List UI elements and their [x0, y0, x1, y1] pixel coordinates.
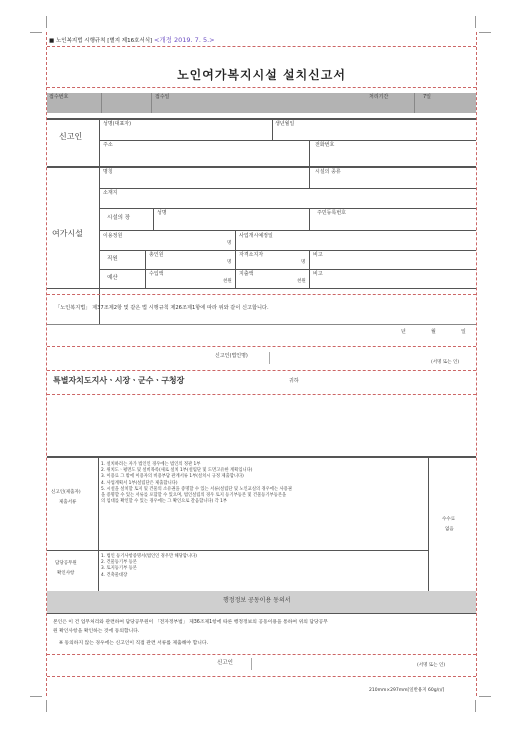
applicant-section-label: 신고인 — [59, 132, 83, 141]
list-item: 2. 건물등기부 등본 — [101, 560, 137, 566]
staff-count-label: 총인원 — [149, 252, 164, 258]
list-item: 2. 위치도ㆍ평면도 및 설비목록(새로 설치 1부(설립단 및 도면고유한 계획입니다) — [101, 468, 253, 474]
signer-sign-note: (서명 또는 인) — [431, 360, 460, 365]
submit-docs-list — [101, 462, 292, 505]
staff-count-unit: 명 — [227, 260, 232, 265]
qualified-staff-unit: 명 — [301, 260, 306, 265]
fee-label-1: 수수료 — [442, 517, 456, 522]
facility-section-label: 여가시설 — [52, 229, 83, 238]
verify-label-1: 담당공무원 — [55, 561, 77, 566]
date-month: 월 — [431, 329, 436, 335]
facility-head-label: 시설의 장 — [107, 215, 131, 221]
paper-size-note: 210mm×297mm[일반용지 60g/㎡] — [369, 688, 445, 693]
expense-label: 지출액 — [239, 271, 254, 277]
facility-location-label: 소재지 — [103, 190, 118, 196]
consent-text-2: 원 확인사항을 확인하는 것에 동의합니다. — [53, 629, 140, 634]
list-item: 4. 건축물대장 — [101, 572, 128, 578]
signer-label: 신고인(법인명) — [215, 353, 248, 359]
list-item: 4. 사업계획서 1부(설립단은 제출합니다) — [101, 480, 178, 486]
processing-period-value: 7일 — [423, 94, 432, 100]
list-item: 3. 토지등기부 등본 — [101, 566, 137, 572]
facility-head-id-label: 주민등록번호 — [317, 210, 346, 216]
start-date-label: 사업개시예정일 — [239, 233, 273, 239]
list-item: 5. 시설을 설치할 토지 및 건물의 소유권을 증명할 수 있는 서류(설립단 및 노인교실의 경우에는 사용권 — [101, 486, 292, 492]
qualified-staff-label: 자격소지자 — [239, 252, 264, 258]
form-header — [49, 35, 215, 44]
staff-note-label: 비고 — [313, 252, 323, 258]
submit-docs-label-2: 제출서류 — [59, 500, 77, 505]
form-area — [46, 32, 477, 696]
budget-note-label: 비고 — [313, 271, 323, 277]
receipt-row — [47, 93, 476, 113]
processing-period-label: 처리기간 — [369, 94, 389, 100]
receipt-number-label: 접수번호 — [49, 94, 69, 100]
applicant-name-label: 성명(대표자) — [103, 121, 132, 127]
income-label: 수입액 — [149, 271, 164, 277]
form-law-note: ■ 노인복지법 시행규칙 [별지 제16호서식] — [49, 38, 153, 44]
revision-date: <개정 2019. 7. 5.> — [153, 36, 215, 44]
applicant-address-label: 주소 — [103, 142, 113, 148]
form-title: 노인여가복지시설 설치신고서 — [177, 68, 346, 82]
capacity-unit: 명 — [227, 241, 232, 246]
list-item: 을 증명할 수 있는 서류를 포함할 수 있으며, 법인설립의 경우 토지 등기부등본 및 건물등기부등본을 — [101, 493, 287, 499]
list-item: 3. 이용료 그 밖에 이용자의 비용부담 관계서류 1부(설치시 규정 제출합니다) — [101, 474, 244, 480]
income-unit: 천원 — [223, 279, 232, 284]
list-item: 1. 법인 등기사항증명서(법인인 경우만 해당합니다) — [101, 554, 197, 559]
consent-sign-note: (서명 또는 인) — [417, 663, 446, 668]
declaration-statement: 「노인복지법」 제37조제2항 및 같은 법 시행규칙 제26조제1항에 따라 위와 같이 신고합니다. — [55, 305, 269, 311]
applicant-phone-label: 전화번호 — [315, 142, 335, 148]
recipient-title: 특별자치도지사ㆍ시장ㆍ군수ㆍ구청장 — [53, 376, 185, 385]
facility-type-label: 시설의 종류 — [315, 169, 341, 175]
submit-docs-label-1: 신고인(제출자) — [51, 490, 81, 495]
verify-docs-list — [101, 554, 197, 579]
capacity-label: 이용정원 — [103, 233, 123, 239]
consent-heading: 행정정보 공동이용 동의서 — [223, 597, 291, 604]
facility-name-label: 명칭 — [103, 169, 113, 175]
facility-head-name-label: 성명 — [157, 210, 167, 216]
consent-warning: ※ 동의하지 않는 경우에는 신고인이 직접 관련 서류를 제출해야 합니다. — [59, 641, 209, 646]
recipient-suffix: 귀하 — [289, 378, 299, 384]
consent-text-1: 본인은 이 건 업무처리와 관련하여 담당공무원이 「전자정부법」 제36조제1항에 따른 행정정보의 공동이용을 통하여 위의 담당공무 — [53, 620, 328, 625]
applicant-birth-label: 생년월일 — [275, 121, 295, 127]
consent-signer-label: 신고인 — [217, 660, 233, 666]
expense-unit: 천원 — [297, 279, 306, 284]
list-item: 1. 설치하려는 자가 법인인 경우에는 법인의 정관 1부 — [101, 462, 201, 467]
list-item: 의 임대를 확인할 수 있는 경우에는 그 확인으로 갈음합니다) 각 1부 — [101, 499, 227, 505]
date-year: 년 — [401, 329, 406, 335]
date-day: 일 — [461, 329, 466, 335]
staff-label: 직원 — [107, 256, 118, 262]
fee-label-2: 없음 — [445, 527, 454, 532]
receipt-date-label: 접수일 — [155, 94, 170, 100]
verify-label-2: 확인사항 — [57, 571, 75, 576]
budget-label: 예산 — [107, 275, 118, 281]
